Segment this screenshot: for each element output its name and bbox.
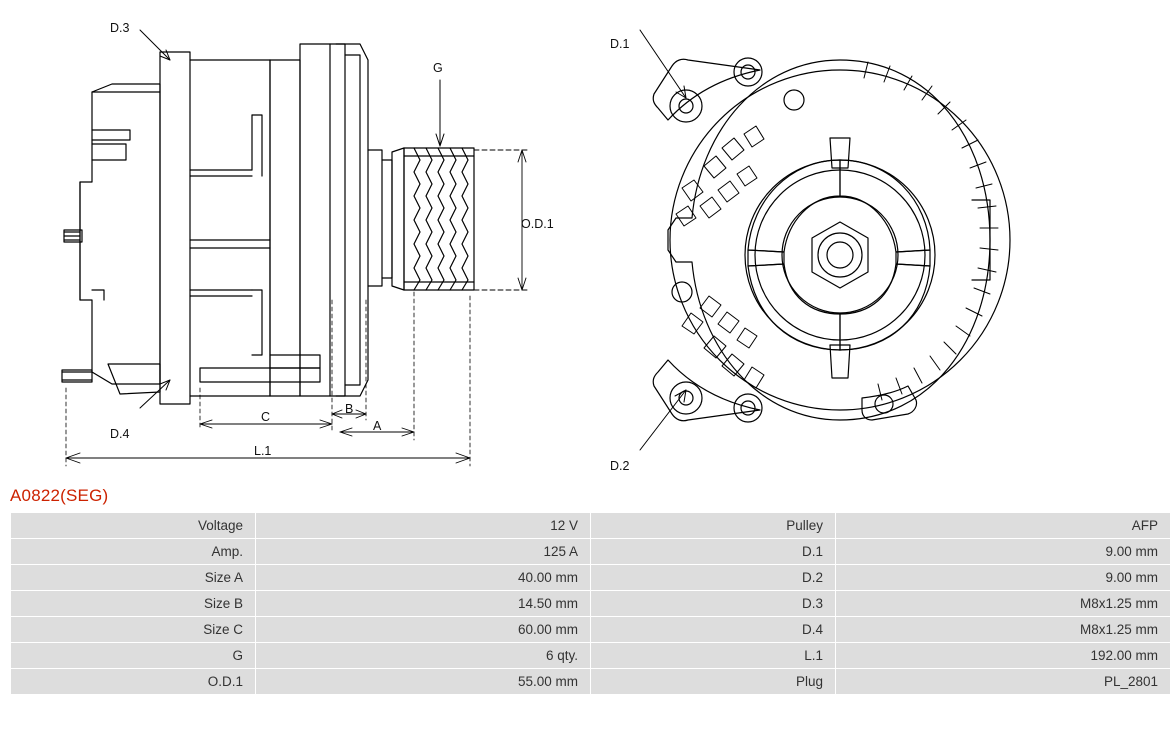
spec-label: Plug (591, 669, 836, 695)
callout-d4: D.4 (110, 427, 130, 441)
table-row (11, 643, 1171, 669)
callout-a: A (373, 419, 382, 433)
spec-label: D.4 (591, 617, 836, 643)
table-row (11, 669, 1171, 695)
spec-label: D.3 (591, 591, 836, 617)
spec-value: 55.00 mm (256, 669, 591, 695)
spec-label: L.1 (591, 643, 836, 669)
specs-table (10, 512, 1171, 695)
spec-label: O.D.1 (11, 669, 256, 695)
callout-d1: D.1 (610, 37, 630, 51)
table-row (11, 617, 1171, 643)
callout-od1: O.D.1 (521, 217, 554, 231)
spec-label: D.2 (591, 565, 836, 591)
callout-c: C (261, 410, 271, 424)
spec-value: 14.50 mm (256, 591, 591, 617)
spec-label: D.1 (591, 539, 836, 565)
callout-d2: D.2 (610, 459, 630, 473)
spec-value: 12 V (256, 513, 591, 539)
spec-value: 125 A (256, 539, 591, 565)
spec-value: 192.00 mm (836, 643, 1171, 669)
spec-label: Amp. (11, 539, 256, 565)
spec-label: Size B (11, 591, 256, 617)
spec-label: Pulley (591, 513, 836, 539)
callout-d3: D.3 (110, 21, 130, 35)
spec-value: 9.00 mm (836, 539, 1171, 565)
spec-value: 9.00 mm (836, 565, 1171, 591)
spec-label: Voltage (11, 513, 256, 539)
spec-value: M8x1.25 mm (836, 617, 1171, 643)
spec-label: Size A (11, 565, 256, 591)
table-row (11, 539, 1171, 565)
table-row (11, 513, 1171, 539)
spec-value: 60.00 mm (256, 617, 591, 643)
spec-value: 6 qty. (256, 643, 591, 669)
spec-value: 40.00 mm (256, 565, 591, 591)
page-title: A0822(SEG) (10, 486, 109, 505)
callout-l1: L.1 (254, 444, 272, 458)
spec-value: M8x1.25 mm (836, 591, 1171, 617)
table-row (11, 565, 1171, 591)
table-row (11, 591, 1171, 617)
callout-g: G (433, 61, 443, 75)
spec-value: AFP (836, 513, 1171, 539)
callout-b: B (345, 402, 354, 416)
spec-value: PL_2801 (836, 669, 1171, 695)
spec-label: G (11, 643, 256, 669)
spec-label: Size C (11, 617, 256, 643)
